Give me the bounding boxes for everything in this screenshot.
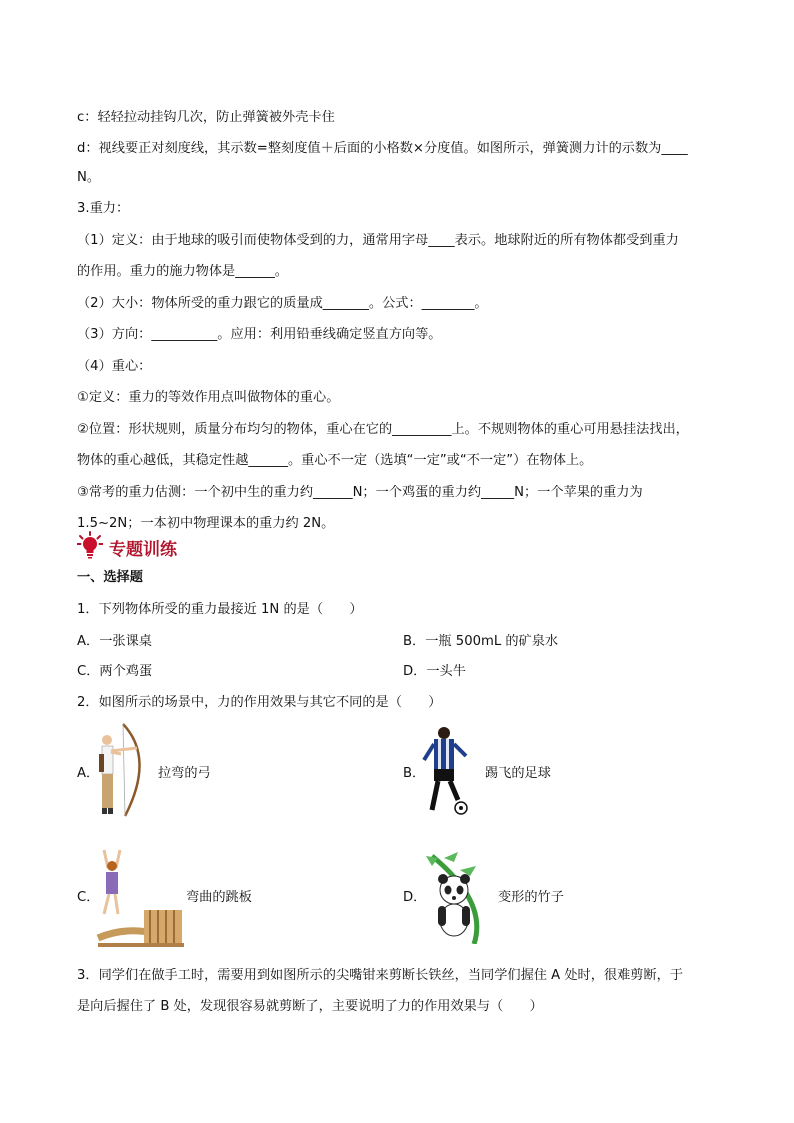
part-title: 一、选择题 bbox=[77, 570, 143, 585]
text-line-estimate-2: 1.5~2N；一本初中物理课本的重力约 2N。 bbox=[77, 516, 335, 531]
question-2-option-d-text: 变形的竹子 bbox=[498, 890, 564, 905]
lightbulb-icon bbox=[77, 531, 103, 563]
text-line-cg-definition: ①定义：重力的等效作用点叫做物体的重心。 bbox=[77, 390, 340, 405]
question-2-option-c-text: 弯曲的跳板 bbox=[186, 890, 252, 905]
question-2-stem: 2．如图所示的场景中，力的作用效果与其它不同的是（ ） bbox=[77, 695, 442, 710]
text-line-cg-position-1: ②位置：形状规则，质量分布均匀的物体，重心在它的_________上。不规则物体的重心可用悬挂法找出， bbox=[77, 422, 689, 437]
question-2-option-b-letter[interactable]: B． bbox=[403, 766, 426, 781]
text-line-center-of-gravity: （4）重心： bbox=[77, 359, 152, 374]
question-1-option-d[interactable]: D．一头牛 bbox=[403, 664, 466, 679]
panda-bamboo-picture bbox=[424, 850, 492, 948]
text-line-definition-2: 的作用。重力的施力物体是______。 bbox=[77, 264, 288, 279]
text-line-c: c：轻轻拉动挂钩几次，防止弹簧被外壳卡住 bbox=[77, 110, 335, 125]
section-heading-text: 专题训练 bbox=[109, 539, 177, 560]
question-1-option-a[interactable]: A．一张课桌 bbox=[77, 634, 152, 649]
question-2-option-a-text: 拉弯的弓 bbox=[158, 766, 211, 781]
question-2-option-d-letter[interactable]: D． bbox=[403, 890, 427, 905]
text-line-direction: （3）方向：__________。应用：利用铅垂线确定竖直方向等。 bbox=[77, 327, 442, 342]
footballer-picture bbox=[422, 724, 472, 820]
text-line-size: （2）大小：物体所受的重力跟它的质量成_______。公式：________。 bbox=[77, 296, 488, 311]
question-3-line-1: 3．同学们在做手工时，需要用到如图所示的尖嘴钳来剪断长铁丝，当同学们握住 A 处时，很难剪断，于 bbox=[77, 968, 684, 983]
text-line-definition-1: （1）定义：由于地球的吸引而使物体受到的力，通常用字母____表示。地球附近的所有物体都受到重力 bbox=[77, 233, 679, 248]
question-2-option-c-letter[interactable]: C． bbox=[77, 890, 100, 905]
question-2-option-a-letter[interactable]: A． bbox=[77, 766, 100, 781]
text-line-d1: d：视线要正对刻度线，其示数=整刻度值＋后面的小格数×分度值。如图所示，弹簧测力计的示数为____ bbox=[77, 141, 688, 156]
question-1-option-c[interactable]: C．两个鸡蛋 bbox=[77, 664, 153, 679]
text-line-gravity-title: 3.重力： bbox=[77, 201, 130, 216]
question-2-option-b-text: 踢飞的足球 bbox=[485, 766, 551, 781]
archer-picture bbox=[97, 718, 155, 828]
text-line-estimate-1: ③常考的重力估测：一个初中生的重力约______N；一个鸡蛋的重力约_____N；一个苹果的重力为 bbox=[77, 485, 643, 500]
section-heading bbox=[77, 532, 177, 562]
text-line-d2: N。 bbox=[77, 170, 101, 185]
question-1-option-b[interactable]: B．一瓶 500mL 的矿泉水 bbox=[403, 634, 559, 649]
diving-board-picture bbox=[96, 848, 186, 952]
question-3-line-2: 是向后握住了 B 处，发现很容易就剪断了，主要说明了力的作用效果与（ ） bbox=[77, 999, 543, 1014]
question-1-stem: 1．下列物体所受的重力最接近 1N 的是（ ） bbox=[77, 602, 363, 617]
text-line-cg-position-2: 物体的重心越低，其稳定性越______。重心不一定（选填“一定”或“不一定”）在物体上。 bbox=[77, 453, 593, 468]
